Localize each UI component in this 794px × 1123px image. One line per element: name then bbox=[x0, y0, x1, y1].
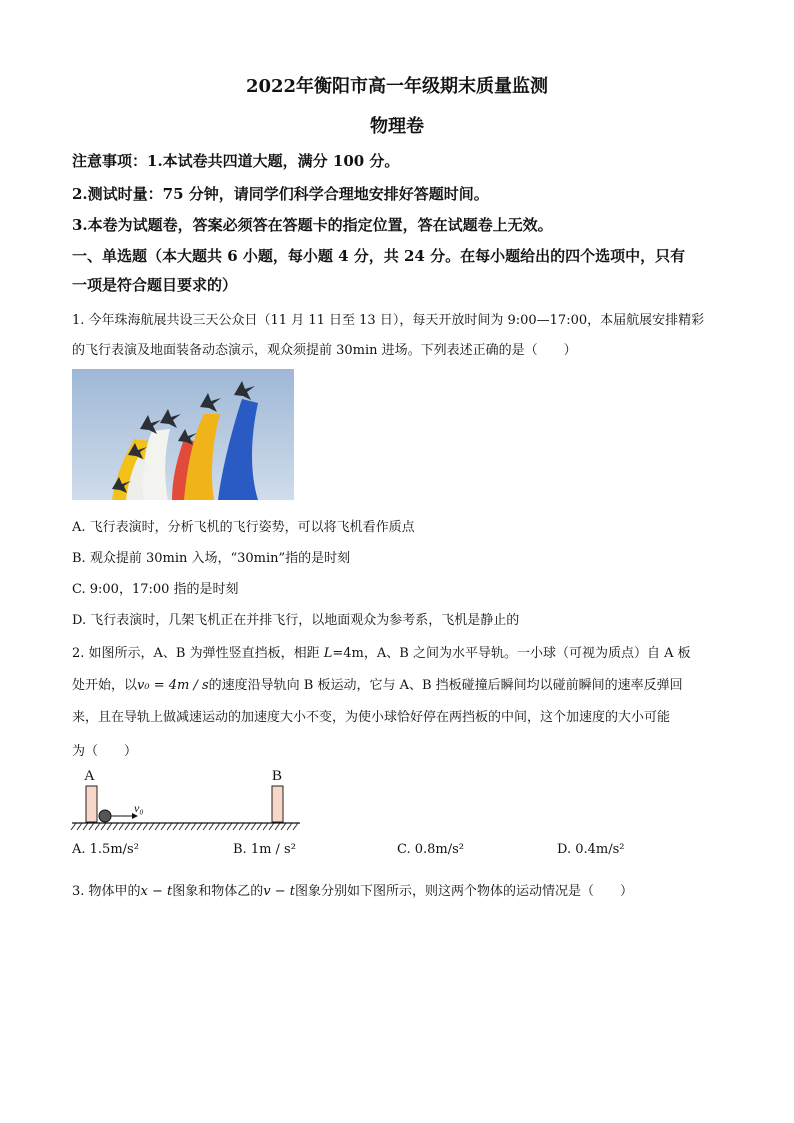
q3-var-xt: x − t bbox=[140, 884, 173, 899]
velocity-label: v₀ bbox=[134, 801, 144, 815]
q1-option-b: B. 观众提前 30min 入场，“30min”指的是时刻 bbox=[72, 551, 351, 566]
note-1: 注意事项：1.本试卷共四道大题，满分 100 分。 bbox=[72, 152, 400, 170]
q2-line1-post: =4m，A、B 之间为水平导轨。一小球（可视为质点）自 A 板 bbox=[332, 646, 691, 661]
q2-option-c: C. 0.8m/s² bbox=[397, 842, 465, 857]
airshow-photo bbox=[72, 369, 294, 500]
note-2: 2.测试时量：75 分钟，请同学们科学合理地安排好答题时间。 bbox=[72, 185, 489, 203]
q1-stem-line2: 的飞行表演及地面装备动态演示，观众须提前 30min 进场。下列表述正确的是（ ） bbox=[72, 343, 577, 358]
q2-stem-line4: 为（ ） bbox=[72, 744, 138, 759]
q3-pre: 3. 物体甲的 bbox=[72, 884, 141, 899]
exam-subtitle: 物理卷 bbox=[370, 116, 424, 137]
q1-stem-line1: 1. 今年珠海航展共设三天公众日（11 月 11 日至 13 日），每天开放时间为 9:00—17:00，本届航展安排精彩 bbox=[72, 313, 705, 328]
q3-post: 图象分别如下图所示，则这两个物体的运动情况是（ ） bbox=[295, 884, 634, 899]
q2-option-d: D. 0.4m/s² bbox=[557, 842, 625, 857]
plate-b bbox=[272, 786, 283, 822]
section-heading-line1: 一、单选题（本大题共 6 小题，每小题 4 分，共 24 分。在每小题给出的四个选项中，只有 bbox=[72, 247, 686, 265]
plate-b-label: B bbox=[272, 768, 283, 784]
q1-option-d: D. 飞行表演时，几架飞机正在并排飞行，以地面观众为参考系，飞机是静止的 bbox=[72, 613, 520, 628]
q3-var-vt: v − t bbox=[263, 884, 296, 899]
q2-rail-diagram bbox=[70, 766, 302, 832]
q2-stem-line3: 来，且在导轨上做减速运动的加速度大小不变，为使小球恰好停在两挡板的中间，这个加速度的大小可能 bbox=[72, 710, 671, 725]
q2-formula-v0: v₀ = 4m / s bbox=[137, 678, 209, 693]
plate-a-label: A bbox=[84, 768, 95, 784]
q3-mid: 图象和物体乙的 bbox=[172, 884, 264, 899]
note-3: 3.本卷为试题卷，答案必须答在答题卡的指定位置，答在试题卷上无效。 bbox=[72, 216, 553, 234]
q2-option-b: B. 1m / s² bbox=[233, 842, 296, 857]
q2-option-a: A. 1.5m/s² bbox=[72, 842, 139, 857]
ball bbox=[99, 810, 111, 822]
q2-line2-post: 的速度沿导轨向 B 板运动，它与 A、B 挡板碰撞后瞬间均以碰前瞬间的速率反弹回 bbox=[208, 678, 683, 693]
plate-a bbox=[86, 786, 97, 822]
q2-line2-pre: 处开始，以 bbox=[72, 678, 138, 693]
rail-hatching bbox=[71, 823, 298, 830]
section-heading-line2: 一项是符合题目要求的） bbox=[72, 276, 238, 294]
q2-line1-pre: 2. 如图所示，A、B 为弹性竖直挡板，相距 bbox=[72, 646, 324, 661]
q2-stem-line1 bbox=[72, 642, 691, 661]
q1-option-c: C. 9:00，17:00 指的是时刻 bbox=[72, 582, 239, 597]
q2-stem-line2 bbox=[72, 674, 683, 693]
q3-stem bbox=[72, 880, 633, 899]
exam-title: 2022年衡阳市高一年级期末质量监测 bbox=[245, 76, 549, 97]
q2-var-l: L bbox=[323, 646, 333, 661]
q1-option-a: A. 飞行表演时，分析飞机的飞行姿势，可以将飞机看作质点 bbox=[72, 520, 415, 535]
